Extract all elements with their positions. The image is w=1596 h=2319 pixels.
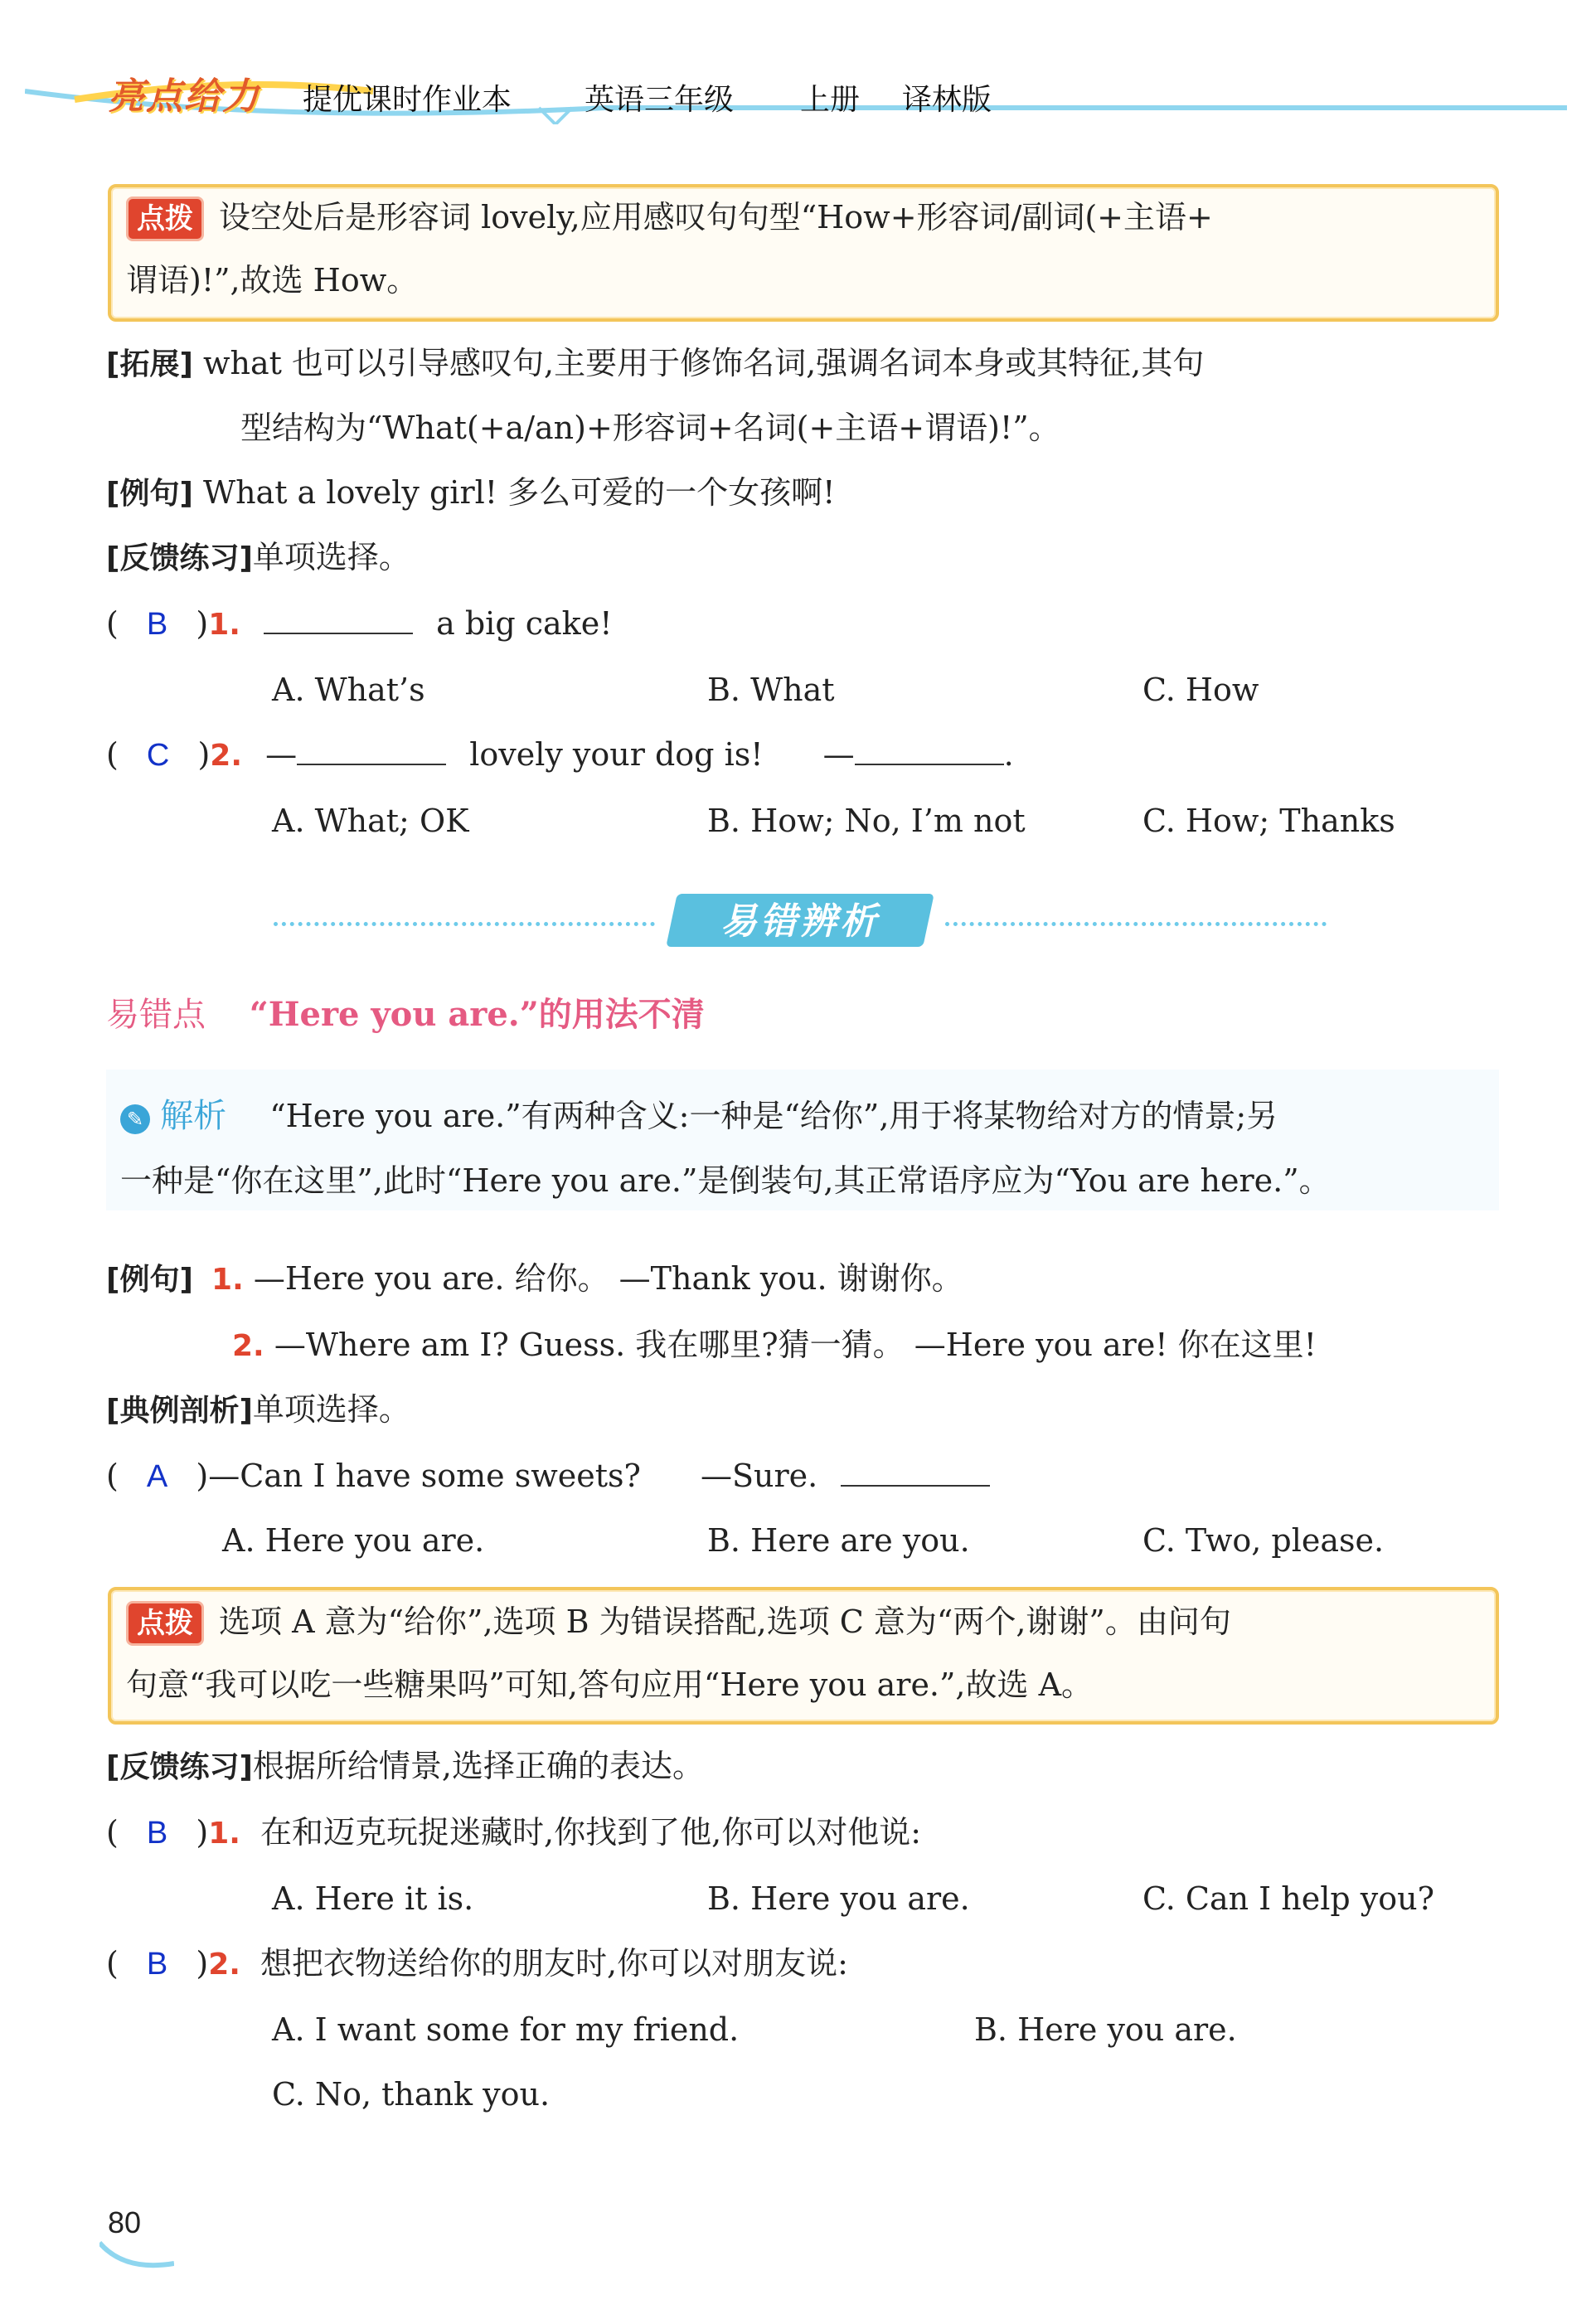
question-row: ( B )1. 在和迈克玩捉迷藏时,你找到了他,你可以对他说: bbox=[106, 1814, 921, 1851]
page-number: 80 bbox=[108, 2205, 142, 2239]
practice-label: [反馈练习] bbox=[106, 541, 253, 575]
typical-instruction: 单项选择。 bbox=[252, 1391, 410, 1428]
question-stem: a big cake! bbox=[436, 605, 613, 642]
page-corner-decoration bbox=[99, 2239, 174, 2272]
example-number: 1. bbox=[211, 1263, 244, 1297]
dotted-divider bbox=[945, 922, 1327, 926]
option-c: C. How; Thanks bbox=[1142, 803, 1395, 839]
option-b: B. How; No, I’m not bbox=[707, 803, 1026, 839]
question-number: 1. bbox=[208, 608, 240, 642]
question-stem-reply: —Sure. bbox=[700, 1458, 818, 1494]
example-label: [例句] bbox=[106, 477, 193, 511]
answer-blank[interactable] bbox=[841, 1457, 990, 1487]
option-a: A. Here it is. bbox=[272, 1880, 474, 1917]
option-a: A. What; OK bbox=[272, 803, 469, 839]
example-text: —Here you are. 给你。 —Thank you. 谢谢你。 bbox=[253, 1260, 963, 1297]
practice-label: [反馈练习] bbox=[106, 1750, 253, 1784]
dash: — bbox=[822, 736, 855, 773]
tip-text-line2: 谓语)!”,故选 How。 bbox=[126, 262, 419, 298]
example-label: [例句] bbox=[106, 1263, 193, 1297]
expand-line2: 型结构为“What(+a/an)+形容词+名词(+主语+谓语)!”。 bbox=[240, 410, 1060, 446]
practice-instruction: 单项选择。 bbox=[252, 539, 410, 575]
section-banner bbox=[274, 894, 1335, 952]
page-header bbox=[25, 58, 1575, 141]
option-b: B. What bbox=[707, 672, 835, 708]
tip-text-line2: 句意“我可以吃一些糖果吗”可知,答句应用“Here you are.”,故选 A。 bbox=[126, 1666, 1094, 1703]
tip-text-line1: 选项 A 意为“给你”,选项 B 为错误搭配,选项 C 意为“两个,谢谢”。由问句 bbox=[219, 1603, 1231, 1640]
answer-letter: A bbox=[146, 1459, 168, 1494]
option-b: B. Here are you. bbox=[707, 1522, 970, 1559]
subject-title: 英语三年级 bbox=[585, 83, 735, 117]
answer-blank[interactable] bbox=[855, 735, 1004, 765]
brand-logo: 亮点给力 bbox=[108, 75, 260, 118]
expand-label: [拓展] bbox=[106, 347, 193, 381]
typical-label: [典例剖析] bbox=[106, 1394, 253, 1428]
example-text: What a lovely girl! 多么可爱的一个女孩啊! bbox=[203, 474, 836, 511]
question-number: 1. bbox=[208, 1817, 240, 1851]
question-row: ( B )1. a big cake! bbox=[106, 605, 613, 642]
option-a: A. What’s bbox=[272, 672, 425, 708]
tip-tag: 点拨 bbox=[126, 196, 204, 241]
analysis-label: 解析 bbox=[160, 1097, 227, 1135]
pencil-icon: ✎ bbox=[120, 1104, 150, 1134]
dotted-divider bbox=[274, 922, 655, 926]
option-c: C. No, thank you. bbox=[272, 2076, 551, 2113]
series-title: 提优课时作业本 bbox=[303, 83, 512, 117]
error-point-title: “Here you are.”的用法不清 bbox=[249, 995, 705, 1034]
practice-instruction: 根据所给情景,选择正确的表达。 bbox=[252, 1748, 705, 1784]
edition-title: 译林版 bbox=[902, 83, 992, 117]
tip-text-line1: 设空处后是形容词 lovely,应用感叹句句型“How+形容词/副词(+主语+ bbox=[219, 199, 1213, 235]
option-b: B. Here you are. bbox=[974, 2011, 1237, 2048]
error-point-label: 易错点 bbox=[106, 996, 206, 1034]
option-c: C. How bbox=[1142, 672, 1259, 708]
option-c: C. Can I help you? bbox=[1142, 1880, 1434, 1917]
answer-letter: B bbox=[146, 1816, 168, 1851]
question-number: 2. bbox=[210, 739, 243, 773]
option-a: A. I want some for my friend. bbox=[272, 2011, 740, 2048]
question-row: ( A )—Can I have some sweets? —Sure. bbox=[106, 1453, 990, 1501]
volume-title: 上册 bbox=[800, 83, 861, 117]
question-row: ( B )2. 想把衣物送给你的朋友时,你可以对朋友说: bbox=[106, 1945, 848, 1982]
example-text: —Where am I? Guess. 我在哪里?猜一猜。 —Here you are! 你在这里! bbox=[274, 1327, 1317, 1363]
option-b: B. Here you are. bbox=[707, 1880, 970, 1917]
question-stem: )—Can I have some sweets? bbox=[196, 1458, 641, 1494]
expand-line1: what 也可以引导感叹句,主要用于修饰名词,强调名词本身或其特征,其句 bbox=[203, 345, 1205, 381]
question-stem: lovely your dog is! bbox=[469, 736, 764, 773]
answer-blank[interactable] bbox=[297, 735, 446, 765]
question-row: ( C )2. — lovely your dog is! — . bbox=[106, 736, 1014, 773]
analysis-line2: 一种是“你在这里”,此时“Here you are.”是倒装句,其正常语序应为“You are here.”。 bbox=[120, 1162, 1331, 1199]
question-stem: 在和迈克玩捉迷藏时,你找到了他,你可以对他说: bbox=[260, 1814, 921, 1851]
dash: — bbox=[265, 736, 298, 773]
tip-box-1 bbox=[108, 184, 1499, 322]
section-title: 易错辨析 bbox=[720, 900, 880, 943]
example-number: 2. bbox=[232, 1329, 264, 1363]
answer-letter: B bbox=[146, 1947, 168, 1982]
analysis-line1: “Here you are.”有两种含义:一种是“给你”,用于将某物给对方的情景;另 bbox=[269, 1098, 1278, 1134]
question-number: 2. bbox=[208, 1948, 240, 1982]
tip-box-2 bbox=[108, 1587, 1499, 1725]
tip-tag: 点拨 bbox=[126, 1601, 204, 1646]
answer-letter: C bbox=[146, 738, 170, 773]
answer-blank[interactable] bbox=[264, 604, 413, 634]
answer-letter: B bbox=[146, 607, 168, 642]
option-c: C. Two, please. bbox=[1142, 1522, 1385, 1559]
option-a: A. Here you are. bbox=[222, 1522, 485, 1559]
question-stem: 想把衣物送给你的朋友时,你可以对朋友说: bbox=[260, 1945, 848, 1982]
